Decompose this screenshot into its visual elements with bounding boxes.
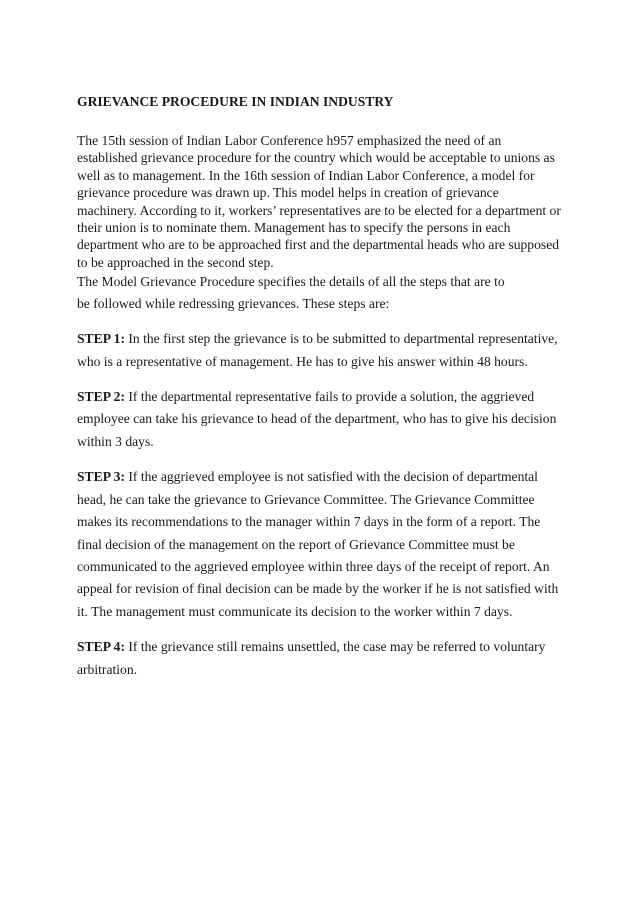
document-title: GRIEVANCE PROCEDURE IN INDIAN INDUSTRY xyxy=(77,94,394,109)
step-2 xyxy=(77,386,561,453)
intro-section xyxy=(77,132,561,271)
step-2-text: If the departmental representative fails to provide a solution, the aggrieved employee can take his grievance to head of the department, who has to give his decision within 3 days. xyxy=(77,389,557,449)
step-4-text: If the grievance still remains unsettled, the case may be referred to voluntary arbitration. xyxy=(77,639,546,677)
step-1-text: In the first step the grievance is to be submitted to departmental representative, who is a representative of management. He has to give his answer within 48 hours. xyxy=(77,331,558,369)
step-4-label: STEP 4: xyxy=(77,639,125,655)
document-page xyxy=(77,93,561,681)
step-3 xyxy=(77,466,561,623)
intro-paragraph: The 15th session of Indian Labor Conference h957 emphasized the need of an established grievance procedure for the country which would be acceptable to unions as well as to management. In the 16th session of Indian Labor Conference, a model for grievance procedure was drawn up. This model helps in creation of grievance machinery. According to it, workers’ representatives are to be elected for a department or their union is to nominate them. Management has to specify the persons in each department who are to be approached first and the departmental heads who are supposed to be approached in the second step. xyxy=(77,133,561,270)
intro-tail xyxy=(77,271,561,315)
step-1-label: STEP 1: xyxy=(77,331,125,347)
step-3-label: STEP 3: xyxy=(77,469,125,485)
step-4 xyxy=(77,636,561,681)
step-3-text: If the aggrieved employee is not satisfied with the decision of departmental head, he can take the grievance to Grievance Committee. The Grievance Committee makes its recommendations to the manager within 7 days in the form of a report. The final decision of the management on the report of Grievance Committee must be communicated to the aggrieved employee within three days of the receipt of report. An appeal for revision of final decision can be made by the worker if he is not satisfied with it. The management must communicate its decision to the worker within 7 days. xyxy=(77,469,559,619)
intro-line-b: be followed while redressing grievances. These steps are: xyxy=(77,296,390,312)
step-1 xyxy=(77,328,561,373)
step-2-label: STEP 2: xyxy=(77,389,125,405)
intro-line-a: The Model Grievance Procedure specifies the details of all the steps that are to xyxy=(77,274,505,290)
